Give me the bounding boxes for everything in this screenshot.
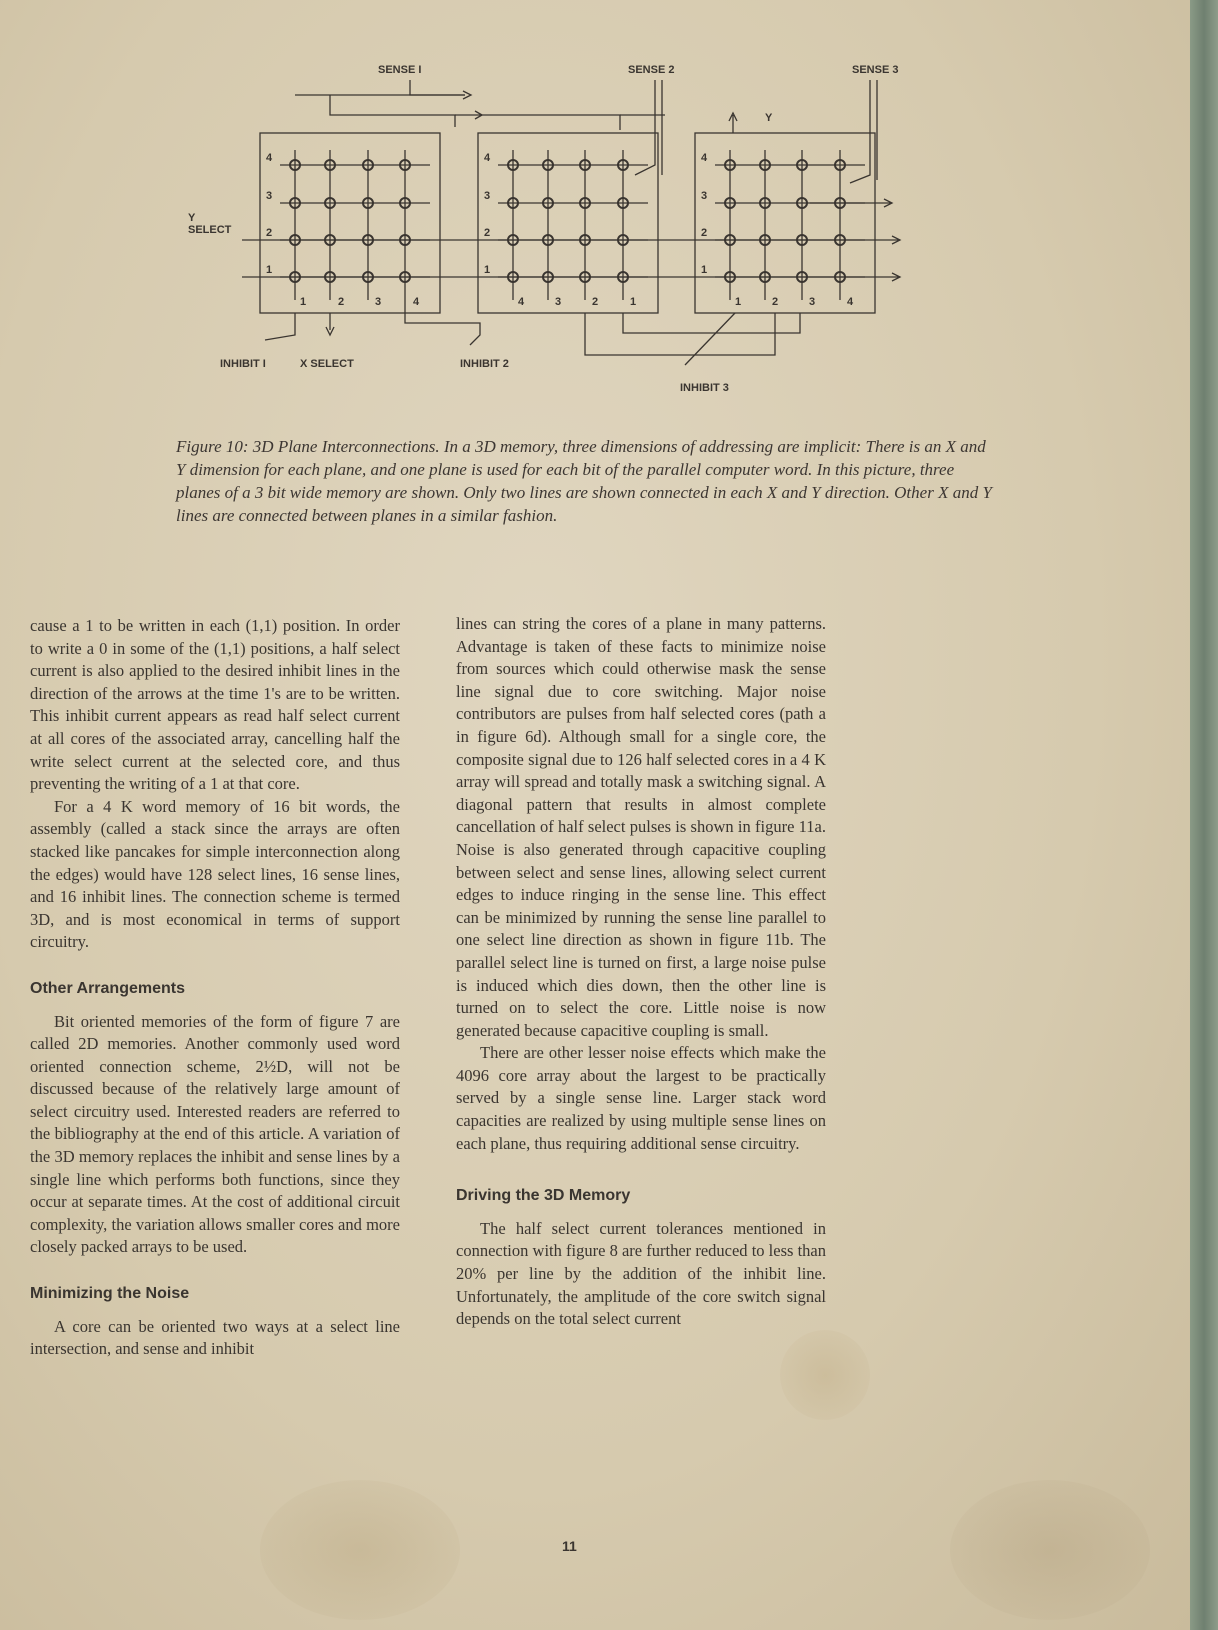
row-label: 1 (701, 264, 708, 276)
paragraph: There are other lesser noise effects which make the 4096 core array about the largest to be practically served by a single sense line. Larger stack word capacities are realized by using multiple sense lines on each plane, thus requiring additional sense circuitry. (456, 1043, 826, 1153)
inhibit-3-line (585, 313, 775, 355)
figure-caption: Figure 10: 3D Plane Interconnections. In a 3D memory, three dimensions of addressing are implicit: There is an X and Y dimension for each plane, and one plane is used for each bit of the parallel computer word. In this picture, three planes of a 3 bit wide memory are shown. Only two lines are shown connected in each X and Y direction. Other X and Y lines are connected between planes in a similar fashion. (176, 437, 992, 525)
sense-3-line (850, 80, 870, 183)
inhibit-3-label: INHIBIT 3 (680, 382, 729, 394)
inhibit-1-line (265, 313, 295, 340)
col-label: 3 (555, 296, 562, 308)
row-label: 1 (484, 264, 491, 276)
inhibit-1-label: INHIBIT I (220, 358, 266, 370)
inhibit-2-label: INHIBIT 2 (460, 358, 509, 370)
col-label: 1 (300, 296, 307, 308)
paragraph: lines can string the cores of a plane in many patterns. Advantage is taken of these facts to minimize noise from sources which could otherwise mask the sense line signal due to core switching. Major noise contributors are pulses from half selected cores (path a in figure 6d). Although small for a single core, the composite signal due to 126 half selected cores in a 4 K array will spread and totally mask a switching signal. A diagonal pattern that results in almost complete cancellation of half select pulses is shown in figure 11a. Noise is also generated through capacitive coupling between select and sense lines, allowing select current edges to induce ringing in the sense line. This effect can be minimized by running the sense line parallel to one select line direction as shown in figure 11b. The parallel select line is turned on first, a large noise pulse is induced which dies down, then the other line is turned on to select the core. Little noise is now generated because capacitive coupling is small. (456, 614, 826, 1040)
page-number: 11 (562, 1538, 577, 1554)
col-label: 2 (592, 296, 599, 308)
section-heading-minimizing-noise: Minimizing the Noise (30, 1285, 190, 1303)
col-label: 3 (809, 296, 816, 308)
sense-3-label: SENSE 3 (852, 64, 899, 76)
y-top-label: Y (765, 112, 773, 124)
col-label: 3 (375, 296, 382, 308)
section-heading-other-arrangements: Other Arrangements (30, 979, 185, 997)
col-label: 4 (518, 296, 525, 308)
x-select-label: X SELECT (300, 358, 354, 370)
figure-10-diagram (180, 55, 960, 400)
connection-line (455, 115, 620, 130)
cores (290, 160, 845, 282)
book-spine (1190, 0, 1218, 1630)
col-label: 2 (338, 296, 345, 308)
sense-1-line (410, 80, 465, 95)
stain (780, 1330, 870, 1420)
row-label: 2 (484, 227, 491, 239)
paragraph: A core can be oriented two ways at a select line intersection, and sense and inhibit (30, 1316, 400, 1359)
plane-1-frame (260, 133, 440, 313)
row-label: 3 (701, 190, 708, 202)
paragraph: For a 4 K word memory of 16 bit words, the assembly (called a stack since the arrays are often stacked like pancakes for simple interconnection along the edges) would have 128 select lines, 16 sense lines, and 16 inhibit lines. The connection scheme is termed 3D, and is most economical in terms of support circuitry. (30, 796, 400, 952)
section-heading-driving-3d-memory: Driving the 3D Memory (456, 1187, 631, 1205)
row-label: 4 (266, 152, 273, 164)
col-label: 4 (413, 296, 420, 308)
connection-line (623, 313, 800, 333)
plane-3-cores (725, 160, 845, 282)
right-column (456, 613, 826, 1331)
plane-2-cores (508, 160, 628, 282)
paragraph: The half select current tolerances mentioned in connection with figure 8 are further reduced to less than 20% per line by the addition of the inhibit line. Unfortunately, the amplitude of the core switch signal depends on the total select current (456, 1218, 826, 1329)
left-column (30, 615, 400, 1361)
col-label: 2 (772, 296, 779, 308)
paragraph: Bit oriented memories of the form of figure 7 are called 2D memories. Another commonly used word oriented connection scheme, 2½D, will not be discussed because of the relatively large amount of select circuitry used. Interested readers are referred to the bibliography at the end of this article. A variation of the 3D memory replaces the inhibit and sense lines by a single line which performs both functions, since they occur at separate times. At the cost of additional circuit complexity, the variation allows smaller cores and more closely packed arrays to be used. (30, 1011, 400, 1257)
stain (260, 1480, 460, 1620)
col-label: 1 (735, 296, 742, 308)
col-label: 4 (847, 296, 854, 308)
plane-3-frame (695, 133, 875, 313)
sense-2-label: SENSE 2 (628, 64, 675, 76)
row-label: 4 (701, 152, 708, 164)
y-select-y-label: Y (188, 212, 196, 224)
paragraph: cause a 1 to be written in each (1,1) position. In order to write a 0 in some of the (1,1) positions, a half select current is also applied to the desired inhibit lines in the direction of the arrows at the time 1's are to be written. This inhibit current appears as read half select current at all cores of the associated array, cancelling half the write select current at the selected core, and thus preventing the writing of a 1 at that core. (30, 616, 400, 794)
row-label: 2 (701, 227, 708, 239)
row-label: 3 (266, 190, 273, 202)
row-label: 4 (484, 152, 491, 164)
arrow-icon (729, 113, 737, 133)
row-label: 1 (266, 264, 273, 276)
col-label: 1 (630, 296, 637, 308)
stain (950, 1480, 1150, 1620)
plane-1-cores (290, 160, 410, 282)
plane-2-frame (478, 133, 658, 313)
row-label: 2 (266, 227, 273, 239)
row-label: 3 (484, 190, 491, 202)
y-select-label: SELECT (188, 224, 232, 236)
sense-1-label: SENSE I (378, 64, 422, 76)
sense-2-line (635, 80, 655, 175)
